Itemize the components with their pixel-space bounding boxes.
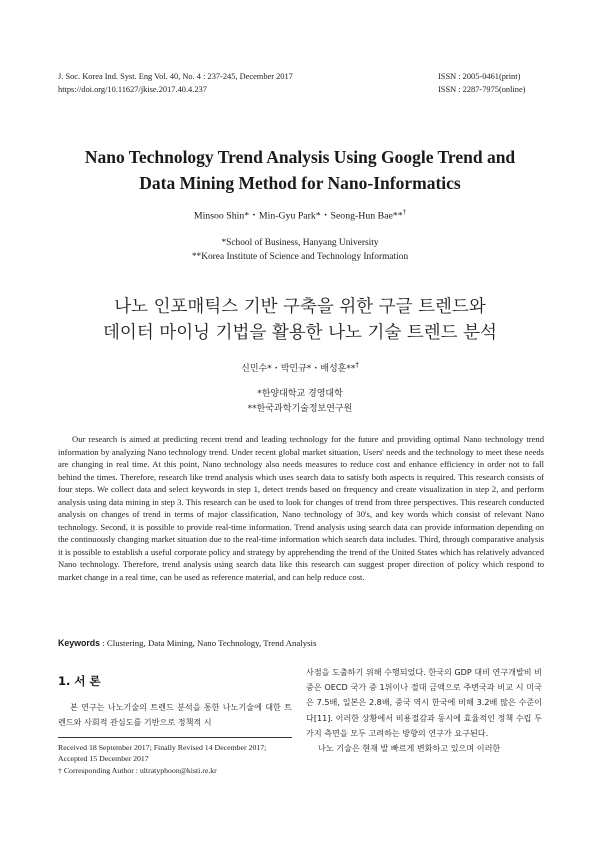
section-heading: 1. 서 론 bbox=[58, 674, 101, 688]
title-en-line-1: Nano Technology Trend Analysis Using Google Trend and bbox=[84, 147, 516, 167]
abstract-text: Our research is aimed at predicting recent trend and leading technology for the future and providing optimal Nano technology trend information by analyzing Nano technology trend. Under recent global market situation, Users' needs and the technology to meet these needs are changing in real time. At this point, Nano technology also needs measures to reduce cost and enhance efficiency in order not to fall behind the times. Therefore, research like trend analysis which uses search data to satisfy both aspects is required. This research consists of four steps. We collect data and select keywords in step 1, detect trends based on frequency and create visualization in step 2, and perform analysis using data mining in step 3. This research can be used to look for changes of trend from three perspectives. This research conducted analysis on changes of trend in terms of major classification, Nano technology of 30's, and key words which consist of relevant Nano technology. Second, it is possible to provide real-time information. Trend analysis using search data can provide information depending on the continuously changing market situation due to the real-time information which search data includes. Third, through comparative analysis it is possible to establish a useful corporate policy and strategy by apprehending the trend of the United States which has relatively advanced Nano technology. Therefore, trend analysis using search data like this research can suggest proper direction of policy which respond to market change in a real time, can be used as reference material, and can help reduce cost. bbox=[58, 434, 544, 583]
title-ko-line-1: 나노 인포매틱스 기반 구축을 위한 구글 트렌드와 bbox=[114, 297, 486, 317]
affiliation-en-2: **Korea Institute of Science and Technology Information bbox=[191, 252, 409, 262]
corresponding-mark: † bbox=[58, 765, 62, 775]
journal-citation: J. Soc. Korea Ind. Syst. Eng Vol. 40, No. 4 : 237-245, December 2017 bbox=[58, 72, 293, 81]
keywords-label: Keywords bbox=[58, 638, 101, 648]
keywords-separator: : bbox=[100, 638, 107, 648]
footnotes bbox=[58, 742, 298, 776]
doi-link[interactable]: https://doi.org/10.11627/jkise.2017.40.4.237 bbox=[58, 85, 207, 94]
affiliation-ko-2: **한국과학기술정보연구원 bbox=[247, 404, 353, 414]
left-column bbox=[58, 700, 292, 730]
issn-print: ISSN : 2005-0461(print) bbox=[438, 72, 521, 81]
authors-en-corresponding-mark: † bbox=[402, 208, 407, 216]
right-column-paragraph-2: 나노 기술은 현재 발 빠르게 변화하고 있으며 이러한 bbox=[318, 743, 501, 754]
footnote-divider bbox=[58, 737, 292, 738]
keywords bbox=[58, 637, 544, 649]
authors-en-names: Minsoo Shin*・Min-Gyu Park*・Seong-Hun Bae** bbox=[193, 210, 403, 222]
right-column bbox=[306, 665, 542, 756]
footnote-accepted: Accepted 15 December 2017 bbox=[58, 754, 149, 764]
right-column-paragraph-1: 사점을 도출하기 위해 수행되었다. 한국의 GDP 대비 연구개발비 비중은 OECD 국가 중 1위이나 절대 금액으로 주변국과 비교 시 미국은 7.5배, 일본은 2.8배, 중국 역시 한국에 비해 3.2배 많은 수준이다[11]. 이러한 상황에서 비용절감과 동시에 효율적인 정책 수립 두 가지 측면을 모두 고려하는 방향의 연구가 요구된다. bbox=[306, 667, 543, 738]
left-column-paragraph: 본 연구는 나노기술의 트렌드 분석을 통한 나노기술에 대한 트렌드와 사회적 관심도를 기반으로 정책적 시 bbox=[58, 702, 292, 728]
authors-en bbox=[40, 205, 560, 223]
title-ko-line-2: 데이터 마이닝 기법을 활용한 나노 기술 트렌드 분석 bbox=[103, 323, 497, 343]
issn-online: ISSN : 2287-7975(online) bbox=[438, 85, 526, 94]
corresponding-author: Corresponding Author : ultratyphoon@kisti.re.kr bbox=[61, 765, 217, 775]
abstract bbox=[58, 433, 544, 584]
authors-ko-corresponding-mark: † bbox=[355, 361, 359, 369]
keywords-text: Clustering, Data Mining, Nano Technology, Trend Analysis bbox=[106, 638, 317, 648]
title-en-line-2: Data Mining Method for Nano-Informatics bbox=[139, 173, 461, 193]
affiliation-en-1: *School of Business, Hanyang University bbox=[221, 238, 379, 248]
affiliation-ko-1: *한양대학교 경영대학 bbox=[257, 389, 343, 399]
footnote-received: Received 18 September 2017; Finally Revised 14 December 2017; bbox=[58, 743, 267, 752]
footnote-corresponding bbox=[58, 765, 298, 776]
authors-ko-names: 신민수*・박민규*・배성훈** bbox=[241, 364, 356, 374]
authors-ko bbox=[40, 358, 560, 376]
